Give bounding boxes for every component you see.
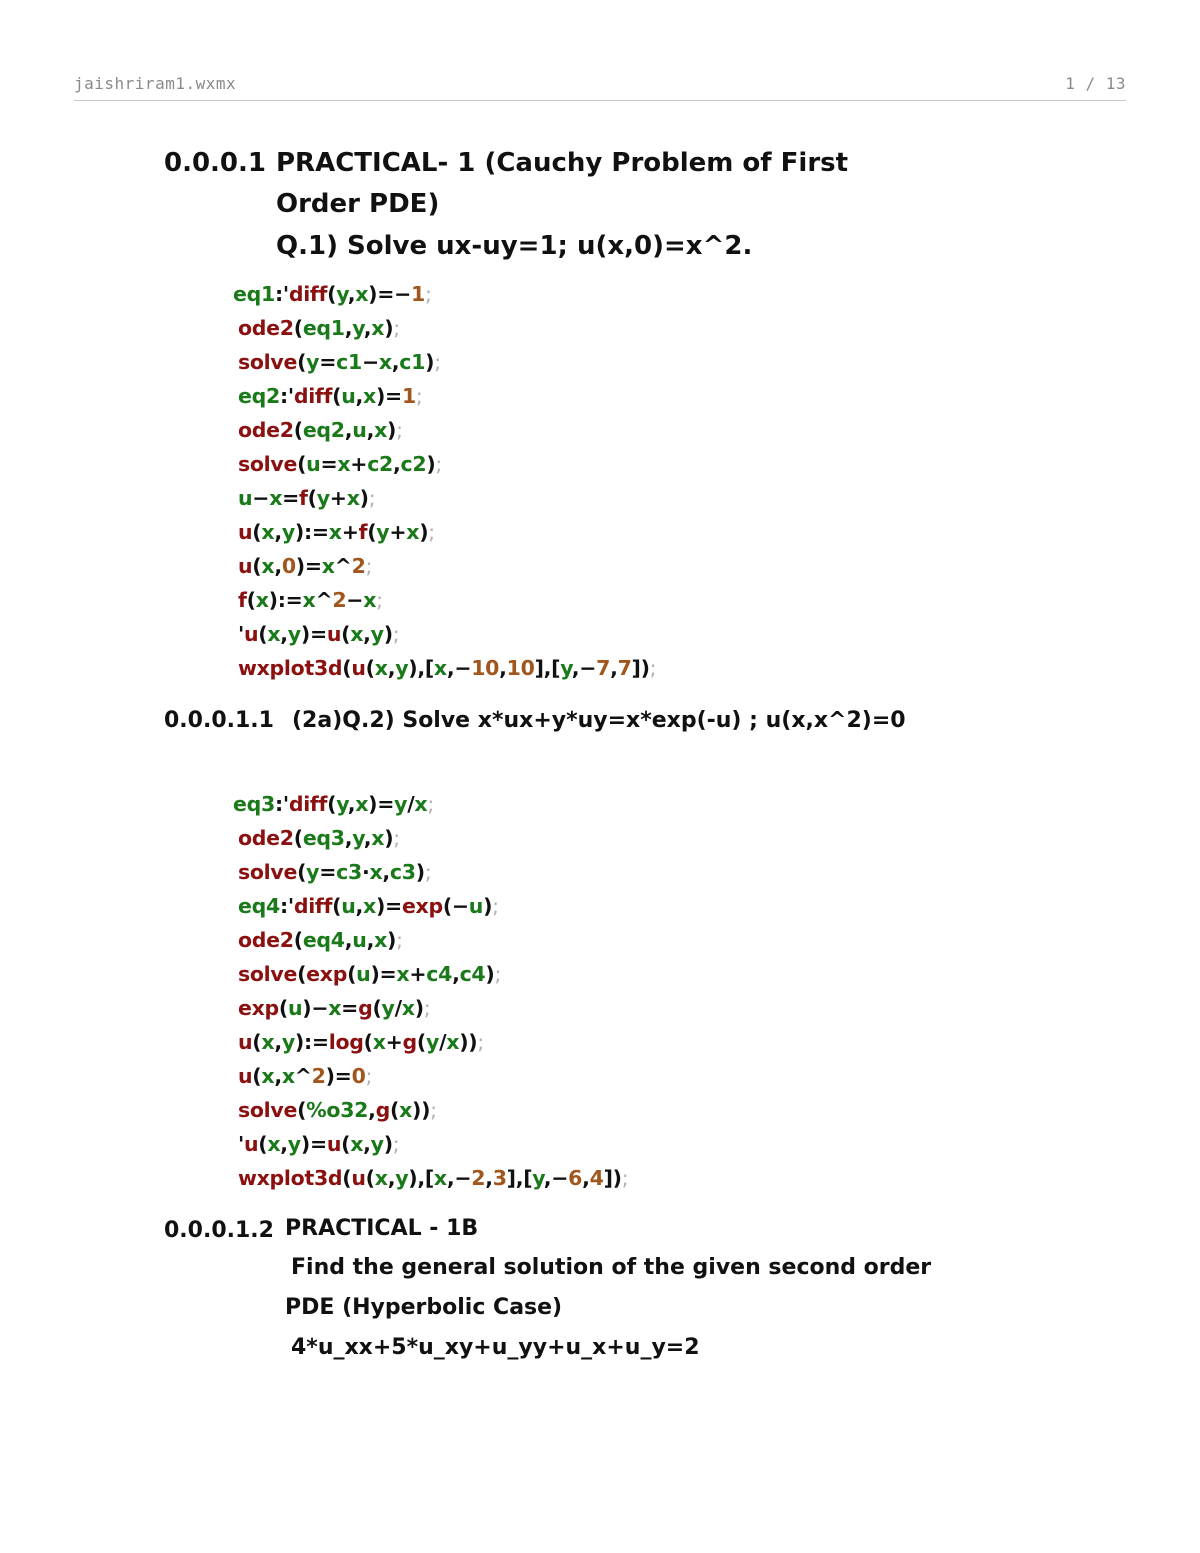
code-line: u(x,y):=log(x+g(y/x)); xyxy=(238,1030,484,1054)
code-line: ode2(eq3,y,x); xyxy=(238,826,400,850)
question-text: Q.1) Solve ux-uy=1; u(x,0)=x^2. xyxy=(276,231,753,261)
code-line: ode2(eq4,u,x); xyxy=(238,928,403,952)
question-text: (2a)Q.2) Solve x*ux+y*uy=x*exp(-u) ; u(x,x^2)=0 xyxy=(292,708,906,733)
page-indicator: 1 / 13 xyxy=(1065,74,1126,93)
code-line: exp(u)−x=g(y/x); xyxy=(238,996,431,1020)
code-line: 'u(x,y)=u(x,y); xyxy=(238,1132,400,1156)
code-line: eq4:'diff(u,x)=exp(−u); xyxy=(238,894,499,918)
page-header xyxy=(74,72,1126,101)
section-title: PRACTICAL - 1B xyxy=(285,1216,479,1241)
code-line: eq3:'diff(y,x)=y/x; xyxy=(233,792,434,816)
code-line: wxplot3d(u(x,y),[x,−2,3],[y,−6,4]); xyxy=(238,1166,629,1190)
code-line: u(x,x^2)=0; xyxy=(238,1064,373,1088)
code-line: u(x,y):=x+f(y+x); xyxy=(238,520,435,544)
file-name: jaishriram1.wxmx xyxy=(74,74,237,93)
equation-text: 4*u_xx+5*u_xy+u_yy+u_x+u_y=2 xyxy=(291,1335,700,1360)
code-line: eq1:'diff(y,x)=−1; xyxy=(233,282,432,306)
code-line: solve(u=x+c2,c2); xyxy=(238,452,443,476)
code-line: eq2:'diff(u,x)=1; xyxy=(238,384,423,408)
code-line: solve(y=c1−x,c1); xyxy=(238,350,441,374)
code-line: u−x=f(y+x); xyxy=(238,486,376,510)
code-line: solve(exp(u)=x+c4,c4); xyxy=(238,962,502,986)
code-line: ode2(eq2,u,x); xyxy=(238,418,403,442)
code-line: solve(%o32,g(x)); xyxy=(238,1098,437,1122)
code-line: f(x):=x^2−x; xyxy=(238,588,383,612)
code-line: u(x,0)=x^2; xyxy=(238,554,373,578)
code-line: 'u(x,y)=u(x,y); xyxy=(238,622,400,646)
section-number: 0.0.0.1.2 xyxy=(164,1218,274,1243)
code-line: wxplot3d(u(x,y),[x,−10,10],[y,−7,7]); xyxy=(238,656,657,680)
section-number: 0.0.0.1.1 xyxy=(164,708,274,733)
section-number: 0.0.0.1 xyxy=(164,148,266,178)
question-text: PDE (Hyperbolic Case) xyxy=(285,1295,563,1320)
section-title: PRACTICAL- 1 (Cauchy Problem of First xyxy=(276,148,849,178)
code-line: ode2(eq1,y,x); xyxy=(238,316,400,340)
question-text: Find the general solution of the given second order xyxy=(291,1255,932,1280)
section-title: Order PDE) xyxy=(276,189,440,219)
code-line: solve(y=c3·x,c3); xyxy=(238,860,432,884)
